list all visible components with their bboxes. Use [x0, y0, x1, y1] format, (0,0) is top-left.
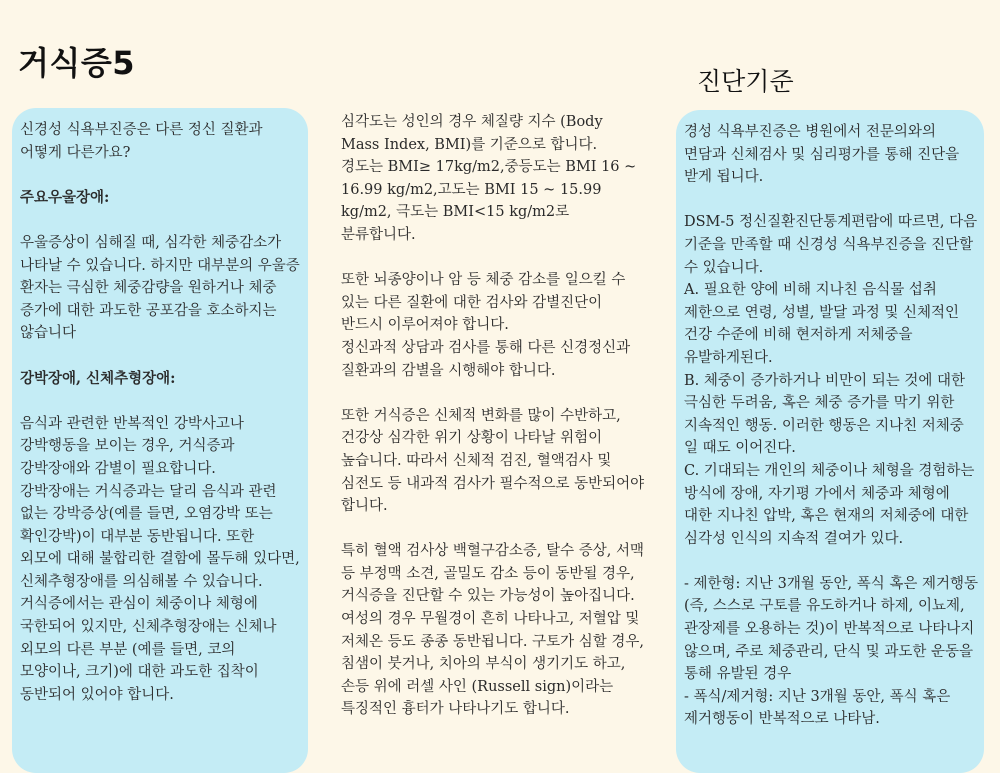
middle-differential-diagnosis: 또한 뇌종양이나 암 등 체중 감소를 일으킬 수 있는 다른 질환에 대한 검사와 감별진단이 반드시 이루어져야 합니다.: [341, 272, 626, 334]
right-dsm5-intro: DSM-5 정신질환진단통계편람에 따르면, 다음 기준을 만족할 때 신경성 식욕부진증을 진단할 수 있습니다.: [684, 214, 978, 276]
left-paragraph-ocd-3: 거식증에서는 관심이 체중이나 체형에 국한되어 있지만, 신체추형장애는 신체나 외모의 다른 부분 (예를 들면, 코의 모양이나, 크기)에 대한 과도한 집착이 동반되어 있어야 합니다.: [20, 596, 277, 703]
middle-physical-signs: 여성의 경우 무월경이 흔히 나타나고, 저혈압 및 저체온 등도 종종 동반됩니다. 구토가 심할 경우, 침샘이 붓거나, 치아의 부식이 생기기도 하고, 손등 위에 러셀 사인 (Russell sign)이라는 특징적인 흉터가 나타나기도 합니다.: [341, 611, 645, 718]
middle-blood-test-findings: 특히 혈액 검사상 백혈구감소증, 탈수 증상, 서맥 등 부정맥 소견, 골밀도 감소 등이 동반될 경우, 거식증을 진단할 수 있는 가능성이 높아집니다.: [341, 543, 645, 605]
left-info-card: [12, 108, 308, 773]
left-heading-ocd: 강박장애, 신체추형장애:: [20, 369, 176, 387]
right-criteria-card: [676, 110, 984, 773]
criterion-a: A. 필요한 양에 비해 지나친 음식물 섭취 제한으로 연령, 성별, 발달 과정 및 신체적인 건강 수준에 비해 현저하게 저체중을 유발하게된다.: [684, 282, 959, 366]
middle-psychiatric-evaluation: 정신과적 상담과 검사를 통해 다른 신경정신과 질환과의 감별을 시행해야 합니다.: [341, 339, 631, 379]
left-paragraph-ocd-1: 음식과 관련한 반복적인 강박사고나 강박행동을 보이는 경우, 거식증과 강박장애와 감별이 필요합니다.: [20, 415, 244, 477]
left-heading-depression: 주요우울장애:: [20, 188, 110, 206]
right-intro: 경성 식욕부진증은 병원에서 전문의와의 면담과 신체검사 및 심리평가를 통해 진단을 받게 됩니다.: [684, 124, 960, 186]
middle-medical-exams: 또한 거식증은 신체적 변화를 많이 수반하고, 건강상 심각한 위기 상황이 나타날 위험이 높습니다. 따라서 신체적 검진, 혈액검사 및 심전도 등 내과적 검사가 필수적으로 동반되어야 합니다.: [341, 407, 645, 515]
middle-severity-intro: 심각도는 성인의 경우 체질량 지수 (Body Mass Index, BMI)를 기준으로 합니다.: [341, 114, 603, 153]
middle-severity-levels: 경도는 BMI≥ 17kg/m2,중등도는 BMI 16 ~ 16.99 kg/m2,고도는 BMI 15 ~ 15.99 kg/m2, 극도는 BMI<15 kg/m2로 분류합니다.: [341, 159, 637, 243]
subtype-restricting: - 제한형: 지난 3개월 동안, 폭식 혹은 제거행동(즉, 스스로 구토를 유도하거나 하제, 이뇨제, 관장제를 오용하는 것)이 반복적으로 나타나지 않으며, 주로 체중관리, 단식 및 과도한 운동을 통해 유발된 경우: [684, 575, 979, 683]
criterion-c: C. 기대되는 개인의 체중이나 체형을 경험하는 방식에 장애, 자기평 가에서 체중과 체형에 대한 지나친 압박, 혹은 현재의 저체중에 대한 심각성 인식의 지속적 결여가 있다.: [684, 462, 975, 547]
left-question: 신경성 식욕부진증은 다른 정신 질환과 어떻게 다른가요?: [20, 122, 263, 161]
section-subtitle: 진단기준: [697, 67, 794, 96]
page-title: 거식증5: [18, 44, 136, 82]
middle-text-column: [341, 111, 645, 721]
left-paragraph-ocd-2: 강박장애는 거식증과는 달리 음식과 관련 없는 강박증상(예를 들면, 오염강박 또는 확인강박)이 대부분 동반됩니다. 또한 외모에 대해 불합리한 결함에 몰두해 있다면, 신체추형장애를 의심해볼 수 있습니다.: [20, 483, 300, 590]
subtype-binge-purge: - 폭식/제거형: 지난 3개월 동안, 폭식 혹은 제거행동이 반복적으로 나타남.: [684, 688, 951, 728]
criterion-b: B. 체중이 증가하거나 비만이 되는 것에 대한 극심한 두려움, 혹은 체중 증가를 막기 위한 지속적인 행동. 이러한 행동은 지나친 저체중 일 때도 이어진다.: [684, 372, 966, 457]
left-paragraph-depression: 우울증상이 심해질 때, 심각한 체중감소가 나타날 수 있습니다. 하지만 대부분의 우울증 환자는 극심한 체중감량을 원하거나 체중 증가에 대한 과도한 공포감을 호소하지는 않습니다: [20, 234, 300, 342]
